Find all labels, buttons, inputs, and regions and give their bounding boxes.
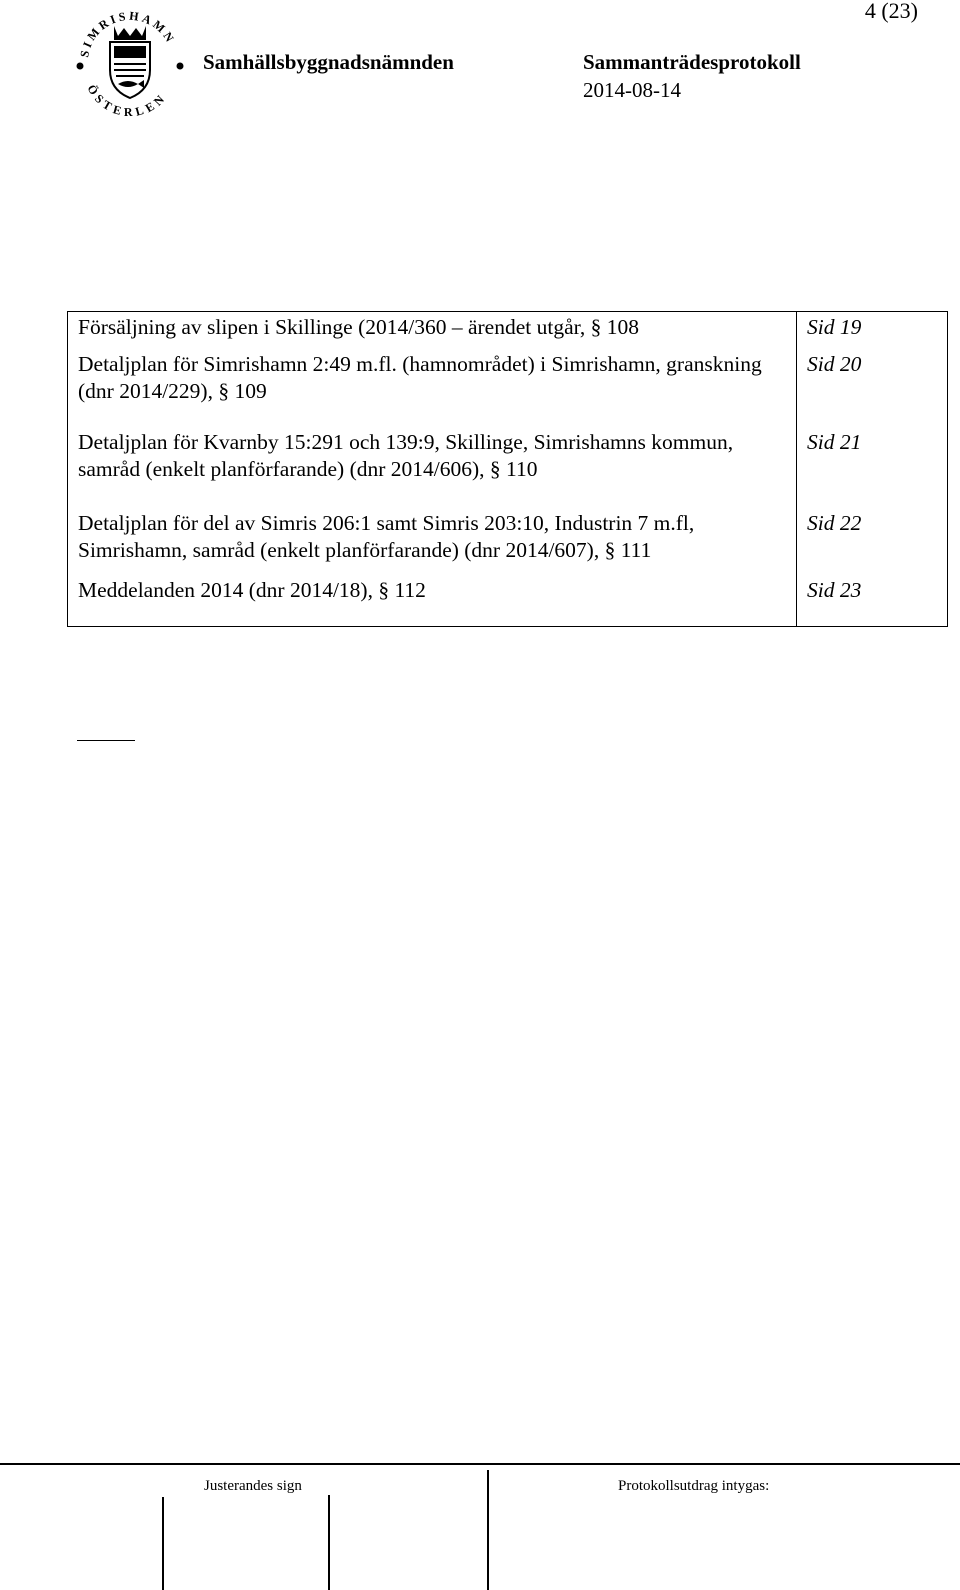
logo-top-text: SIMRISHAMN [77,8,179,59]
meeting-date: 2014-08-14 [583,78,681,102]
footer-divider [0,1463,960,1465]
agenda-item-title: Detaljplan för del av Simris 206:1 samt Simris 203:10, Industrin 7 m.fl, Simrishamn, samråd (enkelt planförfarande) (dnr 2014/607), § 111 [68,510,797,577]
footnote-separator [77,740,135,741]
table-row [68,351,948,429]
agenda-table [67,311,948,627]
agenda-item-title: Meddelanden 2014 (dnr 2014/18), § 112 [68,577,797,627]
agenda-item-title: Detaljplan för Simrishamn 2:49 m.fl. (hamnområdet) i Simrishamn, granskning (dnr 2014/229), § 109 [68,351,797,429]
agenda-item-page: Sid 23 [797,577,948,627]
logo-bottom-text: ÖSTERLEN [84,82,170,120]
document-type: Sammanträdesprotokoll [583,50,801,74]
agenda-item-page: Sid 22 [797,510,948,577]
agenda-item-page: Sid 20 [797,351,948,429]
agenda-item-title: Detaljplan för Kvarnby 15:291 och 139:9, Skillinge, Simrishamns kommun, samråd (enkelt planförfarande) (dnr 2014/606), § 110 [68,429,797,510]
agenda-item-page: Sid 21 [797,429,948,510]
signature-box-divider [487,1470,489,1590]
agenda-item-page: Sid 19 [797,312,948,352]
table-row [68,312,948,352]
signature-box-divider [328,1495,330,1590]
municipal-seal-icon [70,0,190,120]
protokollsutdrag-label: Protokollsutdrag intygas: [618,1478,770,1494]
page-number: 4 (23) [864,0,918,23]
agenda-item-title: Försäljning av slipen i Skillinge (2014/360 – ärendet utgår, § 108 [68,312,797,352]
justerandes-sign-label: Justerandes sign [204,1478,302,1494]
table-row [68,429,948,510]
signature-box-divider [162,1497,164,1590]
municipality-logo [70,0,190,120]
table-row [68,577,948,627]
committee-name: Samhällsbyggnadsnämnden [203,50,454,74]
table-row [68,510,948,577]
